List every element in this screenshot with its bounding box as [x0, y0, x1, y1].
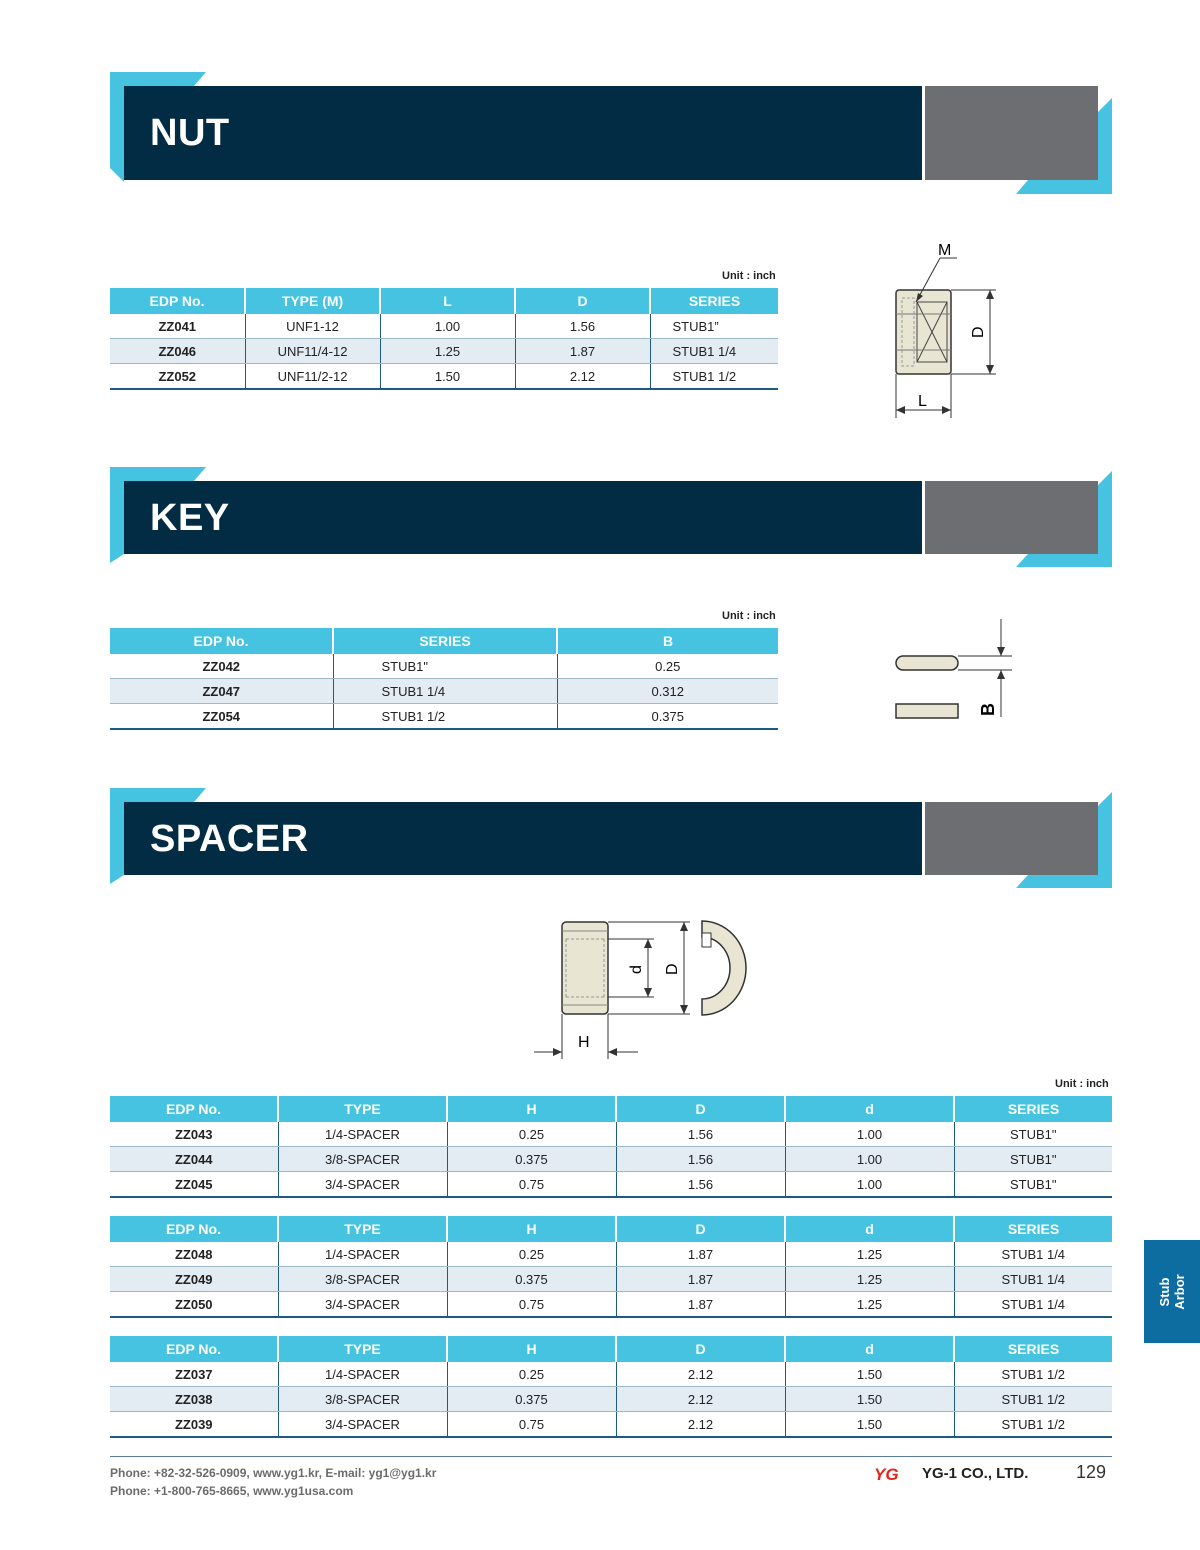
- key-title: KEY: [150, 497, 230, 539]
- nut-unit: Unit : inch: [722, 270, 776, 282]
- col-d: D: [515, 288, 650, 314]
- spacer-table-stub1-1-4: [110, 1216, 1112, 1318]
- table-row: ZZ047 STUB1 1/4 0.312: [110, 679, 778, 704]
- table-row: ZZ050 3/4-SPACER 0.75 1.87 1.25 STUB1 1/4: [110, 1292, 1112, 1318]
- col-d-big: D: [616, 1336, 785, 1362]
- yg1-logo-icon: [872, 1465, 918, 1483]
- footer-divider: [110, 1456, 1112, 1457]
- spacer-diagram: [530, 915, 760, 1065]
- col-b: B: [557, 628, 778, 654]
- side-tab-stub-arbor[interactable]: [1144, 1240, 1200, 1343]
- nut-table: [110, 288, 778, 390]
- diagram-label-h: H: [578, 1034, 590, 1051]
- table-row: ZZ052 UNF11/2-12 1.50 2.12 STUB1 1/2: [110, 364, 778, 390]
- key-diagram: [890, 615, 1040, 725]
- diagram-label-d: D: [970, 326, 987, 338]
- footer-phone-korea: Phone: +82-32-526-0909, www.yg1.kr, E-mail: yg1@yg1.kr: [110, 1466, 437, 1480]
- key-banner: [110, 467, 1112, 567]
- col-series: SERIES: [333, 628, 557, 654]
- col-d-small: d: [785, 1216, 954, 1242]
- nut-banner: [110, 72, 1112, 194]
- col-d-small: d: [785, 1336, 954, 1362]
- side-tab-label: Stub Arbor: [1157, 1273, 1187, 1310]
- key-table: [110, 628, 778, 730]
- col-l: L: [380, 288, 515, 314]
- col-edp: EDP No.: [110, 1216, 278, 1242]
- footer-phone-usa: Phone: +1-800-765-8665, www.yg1usa.com: [110, 1484, 354, 1498]
- col-type: TYPE (M): [245, 288, 380, 314]
- col-type: TYPE: [278, 1216, 447, 1242]
- table-row: ZZ044 3/8-SPACER 0.375 1.56 1.00 STUB1": [110, 1147, 1112, 1172]
- svg-text:YG: YG: [874, 1465, 899, 1483]
- nut-title: NUT: [150, 112, 230, 154]
- col-edp: EDP No.: [110, 1096, 278, 1122]
- table-row: ZZ054 STUB1 1/2 0.375: [110, 704, 778, 730]
- diagram-label-l: L: [918, 393, 927, 410]
- col-series: SERIES: [954, 1216, 1112, 1242]
- col-edp: EDP No.: [110, 628, 333, 654]
- table-row: ZZ043 1/4-SPACER 0.25 1.56 1.00 STUB1": [110, 1122, 1112, 1147]
- col-type: TYPE: [278, 1336, 447, 1362]
- col-d-big: D: [616, 1096, 785, 1122]
- table-row: ZZ041 UNF1-12 1.00 1.56 STUB1”: [110, 314, 778, 339]
- table-row: ZZ046 UNF11/4-12 1.25 1.87 STUB1 1/4: [110, 339, 778, 364]
- col-h: H: [447, 1336, 616, 1362]
- table-row: ZZ045 3/4-SPACER 0.75 1.56 1.00 STUB1": [110, 1172, 1112, 1198]
- col-h: H: [447, 1096, 616, 1122]
- spacer-table-stub1-1-2: [110, 1336, 1112, 1438]
- table-row: ZZ048 1/4-SPACER 0.25 1.87 1.25 STUB1 1/4: [110, 1242, 1112, 1267]
- col-d-small: d: [785, 1096, 954, 1122]
- spacer-title: SPACER: [150, 818, 309, 860]
- page-number: 129: [1076, 1462, 1107, 1482]
- col-series: SERIES: [954, 1096, 1112, 1122]
- spacer-unit: Unit : inch: [1055, 1078, 1109, 1090]
- col-series: SERIES: [650, 288, 778, 314]
- diagram-label-d-big: D: [664, 963, 681, 975]
- table-row: ZZ042 STUB1" 0.25: [110, 654, 778, 679]
- table-row: ZZ049 3/8-SPACER 0.375 1.87 1.25 STUB1 1/4: [110, 1267, 1112, 1292]
- col-h: H: [447, 1216, 616, 1242]
- nut-diagram: [880, 236, 1040, 426]
- spacer-table-stub1: [110, 1096, 1112, 1198]
- col-series: SERIES: [954, 1336, 1112, 1362]
- col-type: TYPE: [278, 1096, 447, 1122]
- table-row: ZZ039 3/4-SPACER 0.75 2.12 1.50 STUB1 1/2: [110, 1412, 1112, 1438]
- table-row: ZZ037 1/4-SPACER 0.25 2.12 1.50 STUB1 1/2: [110, 1362, 1112, 1387]
- spacer-banner: [110, 788, 1112, 888]
- diagram-label-b: B: [978, 703, 998, 716]
- key-unit: Unit : inch: [722, 610, 776, 622]
- diagram-label-d-small: d: [628, 965, 645, 974]
- company-name: YG-1 CO., LTD.: [922, 1465, 1029, 1482]
- col-edp: EDP No.: [110, 288, 245, 314]
- col-edp: EDP No.: [110, 1336, 278, 1362]
- table-row: ZZ038 3/8-SPACER 0.375 2.12 1.50 STUB1 1/2: [110, 1387, 1112, 1412]
- col-d-big: D: [616, 1216, 785, 1242]
- diagram-label-m: M: [938, 242, 952, 259]
